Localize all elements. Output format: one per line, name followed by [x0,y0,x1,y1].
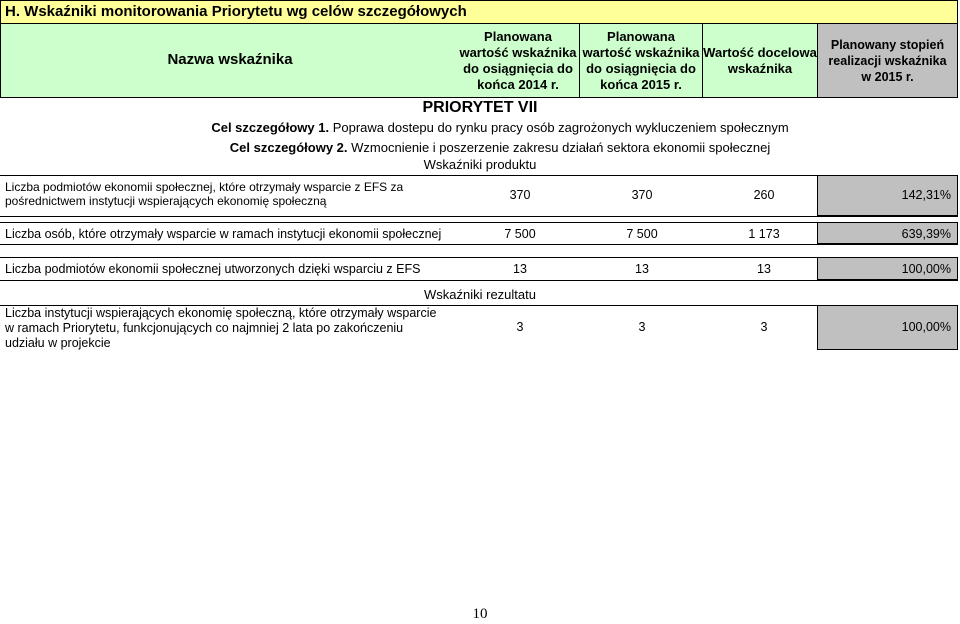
header-plan-2014: Planowana wartość wskaźnika do osiągnięcia do końca 2014 r. [459,28,577,92]
page-number: 10 [472,606,488,622]
header-plan-2015: Planowana wartość wskaźnika do osiągnięcia do końca 2015 r. [582,28,700,92]
value-2015: 13 [635,262,649,276]
indicator-name: Liczba podmiotów ekonomii społecznej, które otrzymały wsparcie z EFS za pośrednictwem instytucji wspierających ekonomię społeczną [5,180,404,208]
value-2014: 7 500 [504,227,536,241]
indicator-name: Liczba instytucji wspierających ekonomię społeczną, które otrzymały wsparcie w ramach Priorytetu, funkcjonujących co najmniej 2 lata po zakończeniu udziału w projekcie [5,306,437,350]
value-target: 13 [757,262,771,276]
section-title: H. Wskaźniki monitorowania Priorytetu wg celów szczegółowych [0,0,958,24]
section-product: Wskaźniki produktu [423,157,537,172]
priority-label: PRIORYTET VII [422,99,538,116]
row-border [0,280,958,281]
goal-2: Cel szczegółowy 2. Wzmocnienie i poszerzenie zakresu działań sektora ekonomii społecznej [229,140,771,155]
value-2014: 3 [516,320,524,334]
value-target: 3 [760,320,768,334]
value-target: 260 [753,188,775,202]
row-border [0,175,958,176]
value-degree: 639,39% [901,227,951,241]
value-degree: 142,31% [901,188,951,202]
header-name: Nazwa wskaźnika [167,51,293,68]
row-border [0,222,958,223]
value-degree: 100,00% [901,320,951,334]
row-border [0,257,958,258]
row-border [0,216,958,217]
goal-1: Cel szczegółowy 1. Poprawa dostepu do rynku pracy osób zagrożonych wykluczeniem społecznym [211,120,789,135]
row-border [0,244,958,245]
value-degree: 100,00% [901,262,951,276]
value-2015: 3 [638,320,646,334]
header-degree: Planowany stopień realizacji wskaźnika w 2015 r. [828,37,947,84]
value-2014: 370 [509,188,531,202]
value-2015: 7 500 [626,227,658,241]
value-2014: 13 [513,262,527,276]
indicator-name: Liczba osób, które otrzymały wsparcie w ramach instytucji ekonomii społecznej [5,227,442,241]
value-target: 1 173 [748,227,780,241]
section-result: Wskaźniki rezultatu [424,287,536,302]
value-2015: 370 [631,188,653,202]
indicator-name: Liczba podmiotów ekonomii społecznej utworzonych dzięki wsparciu z EFS [5,262,421,276]
header-target: Wartość docelowa wskaźnika [703,44,817,76]
